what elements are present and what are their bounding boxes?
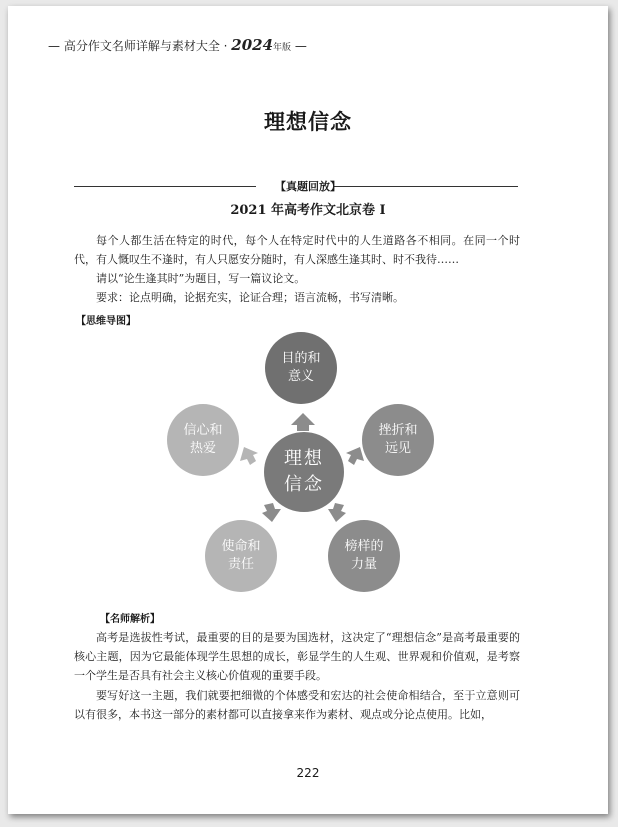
edition-label: 年版 bbox=[273, 43, 292, 53]
node-mission-responsibility: 使命和 责任 bbox=[205, 520, 277, 592]
arrow-up bbox=[291, 413, 315, 431]
prompt-paragraph-3: 要求：论点明确，论据充实，论证合理；语言流畅，书写清晰。 bbox=[96, 291, 404, 304]
series-title: — 高分作文名师详解与素材大全 · bbox=[48, 39, 232, 53]
node-center-ideal-belief: 理想 信念 bbox=[264, 432, 344, 512]
arrow-left bbox=[240, 447, 258, 465]
exam-title: 2021 年高考作文北京卷 I bbox=[230, 203, 386, 218]
header-dash: — bbox=[291, 39, 307, 53]
arrow-down-left bbox=[262, 503, 281, 522]
edition-year: 2024 bbox=[231, 36, 274, 54]
node-role-model: 榜样的 力量 bbox=[328, 520, 400, 592]
analysis-paragraph-1: 高考是选拔性考试，最重要的目的是要为国选材，这决定了“理想信念”是高考最重要的核心主题，因为它最能体现学生思想的成长，彰显学生的人生观、世界观和价值观，是考察一个学生是否具有社会主义核心价值观的重要手段。 bbox=[74, 631, 520, 682]
analysis-label: 【名师解析】 bbox=[100, 614, 160, 625]
page-title: 理想信念 bbox=[264, 110, 352, 134]
node-purpose-meaning: 目的和 意义 bbox=[265, 332, 337, 404]
analysis-paragraph-2: 要写好这一主题，我们就要把细微的个体感受和宏达的社会使命相结合，至于立意则可以有很多，本书这一部分的素材都可以直接拿来作为素材、观点或分论点使用。比如， bbox=[74, 689, 520, 721]
arrow-right bbox=[346, 447, 364, 465]
section-label-real-exam: 【真题回放】 bbox=[275, 180, 341, 193]
prompt-paragraph-2: 请以“论生逢其时”为题目，写一篇议论文。 bbox=[96, 272, 306, 285]
arrow-down-right bbox=[328, 503, 346, 522]
page-number: 222 bbox=[296, 766, 320, 780]
book-page bbox=[8, 6, 608, 814]
prompt-paragraph-1: 每个人都生活在特定的时代，每个人在特定时代中的人生道路各不相同。在同一个时代，有人慨叹生不逢时，有人只愿安分随时，有人深感生逢其时、时不我待…… bbox=[74, 234, 520, 266]
node-confidence-love: 信心和 热爱 bbox=[167, 404, 239, 476]
mindmap-label: 【思维导图】 bbox=[76, 316, 136, 327]
node-setback-vision: 挫折和 远见 bbox=[362, 404, 434, 476]
